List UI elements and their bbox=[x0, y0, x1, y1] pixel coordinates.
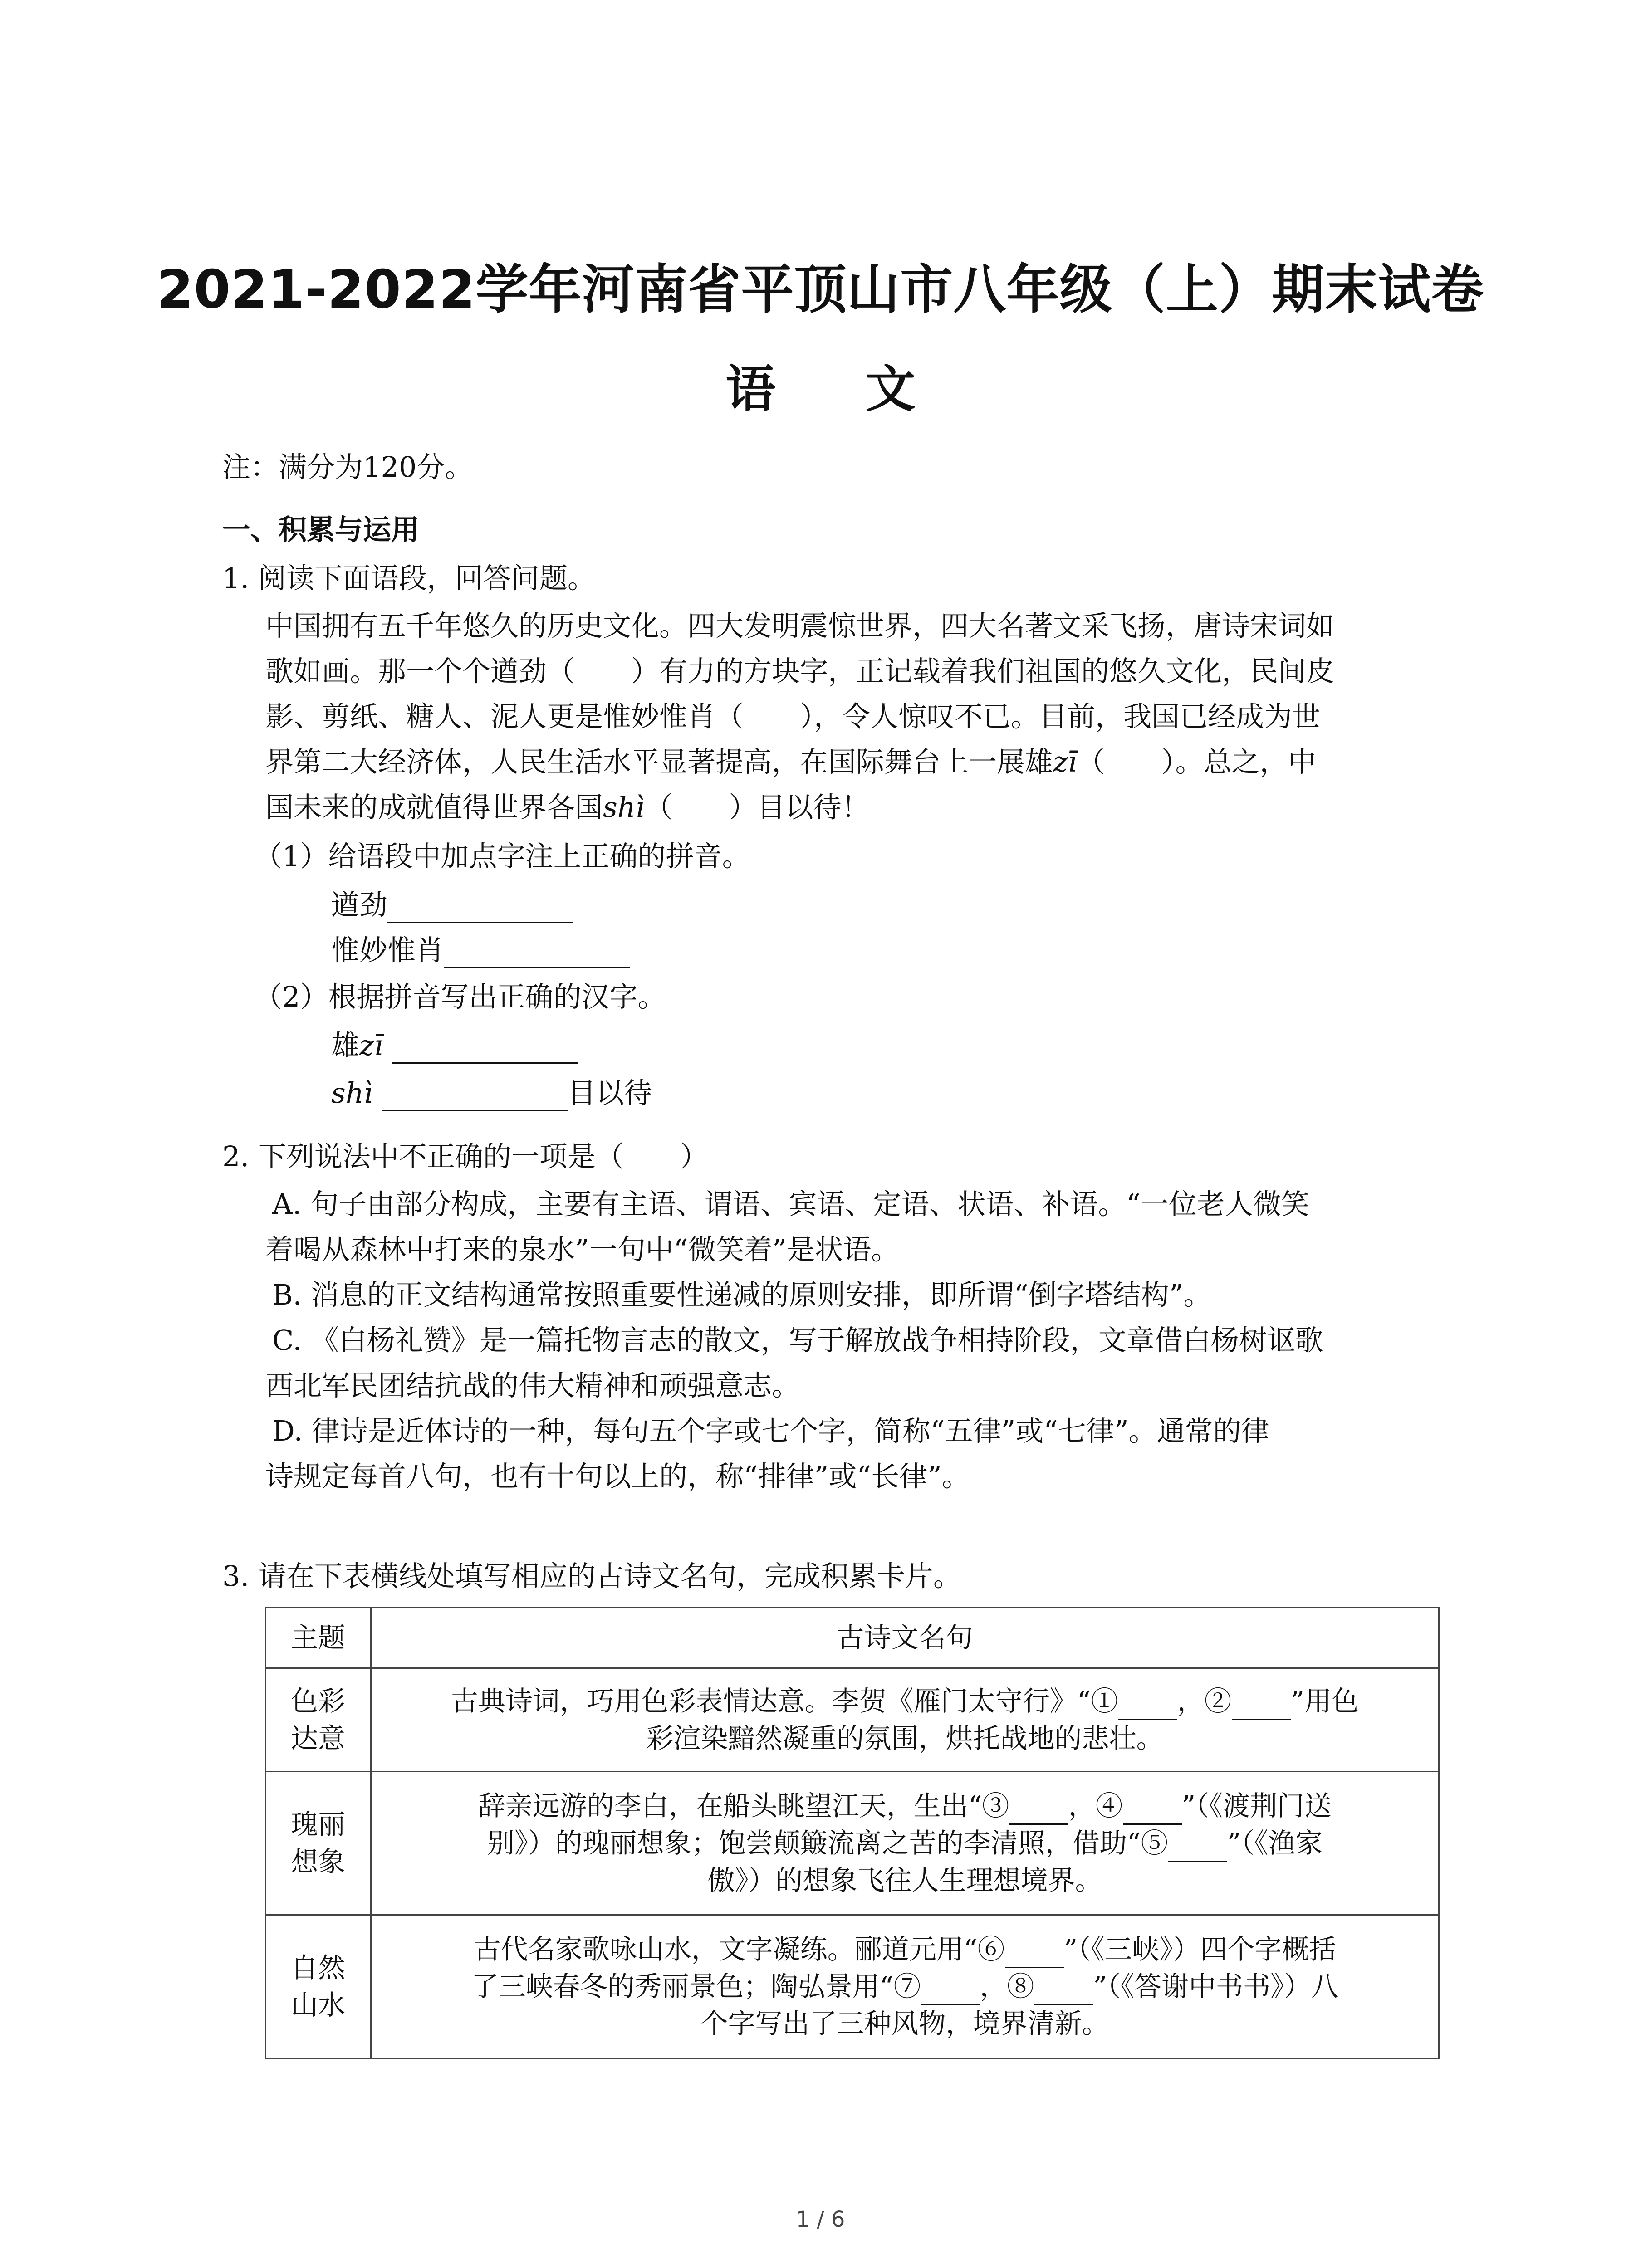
page-title: 2021-2022学年河南省平顶山市八年级（上）期末试卷 bbox=[157, 259, 1484, 320]
answer-row: 遒劲 bbox=[331, 887, 573, 923]
answer-row: shì 目以待 bbox=[331, 1075, 652, 1111]
passage-line: 影、剪纸、糖人、泥人更是惟妙惟肖（ ），令人惊叹不已。目前，我国已经成为世 bbox=[265, 700, 1321, 733]
answer-row: 雄zī bbox=[331, 1027, 578, 1064]
answer-blank[interactable] bbox=[392, 1033, 578, 1064]
option-line: A. 句子由部分构成，主要有主语、谓语、宾语、定语、状语、补语。“一位老人微笑 bbox=[272, 1188, 1309, 1221]
answer-blank[interactable] bbox=[1118, 1690, 1177, 1720]
question-3-stem: 3. 请在下表横线处填写相应的古诗文名句，完成积累卡片。 bbox=[222, 1559, 961, 1593]
answer-blank[interactable] bbox=[1232, 1690, 1291, 1720]
table-row bbox=[265, 1668, 1439, 1772]
sub-question-1: （1）给语段中加点字注上正确的拼音。 bbox=[254, 840, 750, 873]
option-line: 西北军民团结抗战的伟大精神和顽强意志。 bbox=[265, 1369, 800, 1402]
answer-blank[interactable] bbox=[382, 1081, 568, 1111]
option-line: B. 消息的正文结构通常按照重要性递减的原则安排，即所谓“倒字塔结构”。 bbox=[272, 1278, 1212, 1311]
answer-blank[interactable] bbox=[921, 1975, 980, 2005]
option-line: 诗规定每首八句，也有十句以上的，称“排律”或“长律”。 bbox=[265, 1460, 970, 1493]
answer-blank[interactable] bbox=[1005, 1938, 1064, 1968]
question-stem: 1. 阅读下面语段，回答问题。 bbox=[222, 562, 596, 595]
row-content: 古典诗词，巧用色彩表情达意。李贺《雁门太守行》“① ，② ”用色 彩渲染黯然凝重的氛围，烘托战地的悲壮。 bbox=[371, 1668, 1439, 1772]
table-row bbox=[265, 1915, 1439, 2058]
row-theme: 自然 山水 bbox=[265, 1915, 371, 2058]
header-quote: 古诗文名句 bbox=[371, 1608, 1439, 1668]
passage-line: 国未来的成就值得世界各国shì（ ）目以待！ bbox=[265, 791, 870, 824]
answer-blank[interactable] bbox=[387, 893, 573, 923]
row-theme: 瑰丽 想象 bbox=[265, 1772, 371, 1915]
passage-line: 中国拥有五千年悠久的历史文化。四大发明震惊世界，四大名著文采飞扬，唐诗宋词如 bbox=[265, 609, 1335, 642]
section-heading: 一、积累与运用 bbox=[222, 513, 420, 546]
accumulation-card-table bbox=[265, 1607, 1440, 2059]
row-theme: 色彩 达意 bbox=[265, 1668, 371, 1772]
answer-blank[interactable] bbox=[1123, 1794, 1182, 1825]
page-number: 1 / 6 bbox=[796, 2207, 845, 2232]
score-note: 注：满分为120分。 bbox=[222, 450, 473, 484]
option-line: D. 律诗是近体诗的一种，每句五个字或七个字，简称“五律”或“七律”。通常的律 bbox=[272, 1414, 1269, 1447]
answer-blank[interactable] bbox=[1168, 1832, 1227, 1862]
answer-row: 惟妙惟肖 bbox=[331, 932, 630, 968]
sub-question-2: （2）根据拼音写出正确的汉字。 bbox=[254, 980, 666, 1013]
answer-blank[interactable] bbox=[1034, 1975, 1093, 2005]
answer-blank[interactable] bbox=[444, 938, 630, 968]
table-header-row bbox=[265, 1608, 1439, 1668]
row-content: 古代名家歌咏山水，文字凝练。郦道元用“⑥ ”（《三峡》）四个字概括 了三峡春冬的秀丽景色；陶弘景用“⑦ ，⑧ ”（《答谢中书书》）八 个字写出了三种风物，境界清新。 bbox=[371, 1915, 1439, 2058]
option-line: C. 《白杨礼赞》是一篇托物言志的散文，写于解放战争相持阶段，文章借白杨树讴歌 bbox=[272, 1324, 1323, 1357]
passage-line: 界第二大经济体，人民生活水平显著提高，在国际舞台上一展雄zī（ ）。总之，中 bbox=[265, 745, 1316, 778]
page-subtitle: 语 文 bbox=[725, 360, 952, 418]
question-stem: 2. 下列说法中不正确的一项是（ ） bbox=[222, 1140, 708, 1173]
header-theme: 主题 bbox=[265, 1608, 371, 1668]
option-line: 着喝从森林中打来的泉水”一句中“微笑着”是状语。 bbox=[265, 1233, 900, 1266]
answer-blank[interactable] bbox=[1009, 1794, 1068, 1825]
table-row bbox=[265, 1772, 1439, 1915]
row-content: 辞亲远游的李白，在船头眺望江天，生出“③ ，④ ”（《渡荆门送 别》）的瑰丽想象；饱尝颠簸流离之苦的李清照，借助“⑤ ”（《渔家 傲》）的想象飞往人生理想境界。 bbox=[371, 1772, 1439, 1915]
passage-line: 歌如画。那一个个遒劲（ ）有力的方块字，正记载着我们祖国的悠久文化，民间皮 bbox=[265, 655, 1335, 688]
